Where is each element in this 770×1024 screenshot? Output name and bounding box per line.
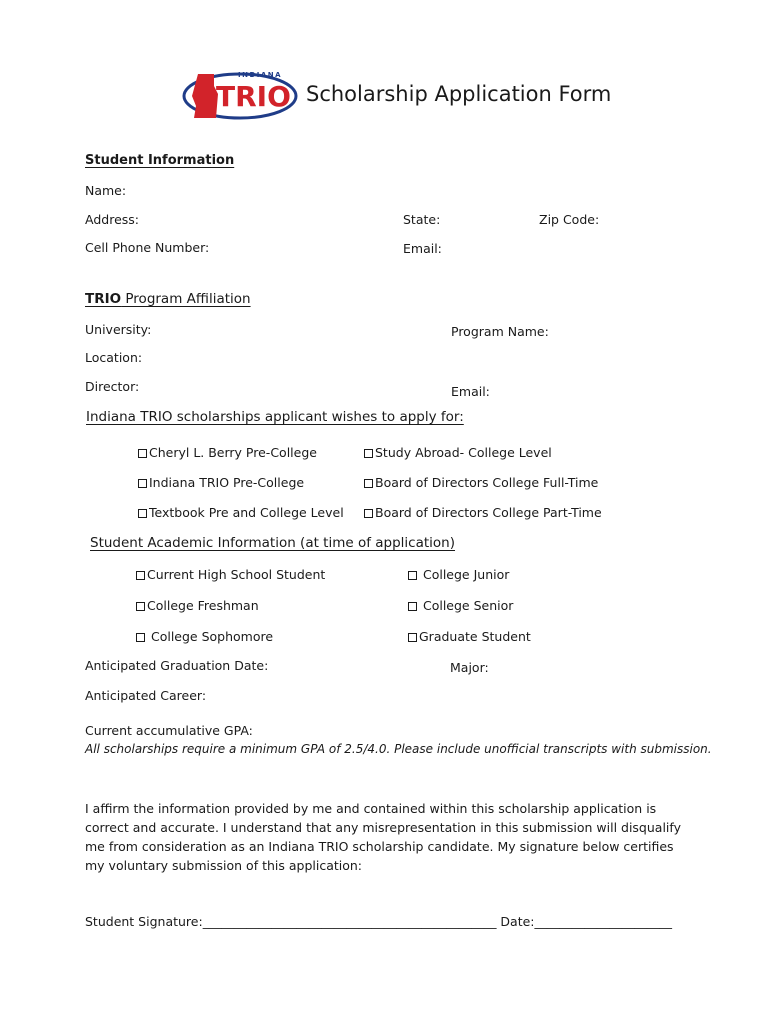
trio-affiliation-heading-rest: Program Affiliation: [121, 291, 251, 307]
checkbox-label: Board of Directors College Part-Time: [375, 505, 602, 520]
graduation-date-label[interactable]: Anticipated Graduation Date:: [85, 658, 269, 673]
student-info-heading: Student Information: [85, 153, 235, 168]
checkbox-indiana-trio-pre-college[interactable]: [138, 475, 304, 490]
career-label[interactable]: Anticipated Career:: [85, 688, 207, 703]
checkbox-label: College Freshman: [147, 598, 259, 613]
logo-main-text: TRIO: [216, 80, 291, 113]
checkbox-icon[interactable]: [408, 633, 417, 642]
checkbox-board-part-time[interactable]: [364, 505, 602, 520]
indiana-trio-logo: [180, 66, 300, 124]
checkbox-icon[interactable]: [408, 571, 417, 580]
checkbox-board-full-time[interactable]: [364, 475, 598, 490]
checkbox-icon[interactable]: [364, 509, 373, 518]
checkbox-college-junior[interactable]: [408, 567, 509, 582]
checkbox-label: Current High School Student: [147, 567, 326, 582]
trio-affiliation-heading: [85, 291, 251, 307]
checkbox-icon[interactable]: [138, 479, 147, 488]
checkbox-graduate-student[interactable]: [408, 629, 531, 644]
checkbox-icon[interactable]: [408, 602, 417, 611]
director-email-label[interactable]: Email:: [451, 384, 490, 399]
checkbox-label: Study Abroad- College Level: [375, 445, 552, 460]
gpa-label[interactable]: Current accumulative GPA:: [85, 723, 253, 738]
signature-label: Student Signature:: [85, 914, 203, 929]
date-line[interactable]: ______________________: [534, 914, 673, 929]
page-title: Scholarship Application Form: [306, 82, 612, 106]
checkbox-label: Board of Directors College Full-Time: [375, 475, 599, 490]
director-label[interactable]: Director:: [85, 379, 140, 394]
checkbox-icon[interactable]: [136, 633, 145, 642]
checkbox-icon[interactable]: [138, 509, 147, 518]
checkbox-label: College Junior: [419, 567, 510, 582]
date-label: Date:: [496, 914, 535, 929]
gpa-note: All scholarships require a minimum GPA of 2.5/4.0. Please include unofficial transcripts with submission.: [85, 742, 712, 756]
checkbox-college-freshman[interactable]: [136, 598, 259, 613]
state-label[interactable]: State:: [403, 212, 441, 227]
email-label[interactable]: Email:: [403, 241, 442, 256]
major-label[interactable]: Major:: [450, 660, 489, 675]
checkbox-label: College Sophomore: [147, 629, 274, 644]
checkbox-textbook[interactable]: [138, 505, 344, 520]
checkbox-icon[interactable]: [364, 449, 373, 458]
checkbox-label: College Senior: [419, 598, 514, 613]
logo-top-text: INDIANA: [238, 71, 283, 79]
trio-affiliation-heading-bold: TRIO: [85, 291, 122, 307]
name-label[interactable]: Name:: [85, 183, 127, 198]
checkbox-cheryl-berry[interactable]: [138, 445, 317, 460]
checkbox-icon[interactable]: [138, 449, 147, 458]
checkbox-icon[interactable]: [364, 479, 373, 488]
checkbox-label: Indiana TRIO Pre-College: [149, 475, 305, 490]
checkbox-icon[interactable]: [136, 602, 145, 611]
phone-label[interactable]: Cell Phone Number:: [85, 240, 210, 255]
signature-line[interactable]: _______________________________________________: [202, 914, 497, 929]
academic-heading: Student Academic Information (at time of application): [90, 535, 456, 551]
address-label[interactable]: Address:: [85, 212, 139, 227]
checkbox-college-sophomore[interactable]: [136, 629, 273, 644]
checkbox-label: Cheryl L. Berry Pre-College: [149, 445, 317, 460]
checkbox-label: Textbook Pre and College Level: [149, 505, 344, 520]
checkbox-college-senior[interactable]: [408, 598, 513, 613]
checkbox-high-school[interactable]: [136, 567, 325, 582]
scholarships-heading: Indiana TRIO scholarships applicant wishes to apply for:: [86, 409, 464, 425]
checkbox-study-abroad[interactable]: [364, 445, 552, 460]
program-name-label[interactable]: Program Name:: [451, 324, 549, 339]
checkbox-label: Graduate Student: [419, 629, 531, 644]
university-label[interactable]: University:: [85, 322, 152, 337]
affirmation-text: I affirm the information provided by me and contained within this scholarship application is correct and accurate. I understand that any misrepresentation in this submission will disqualify me from consideration as an Indiana TRIO scholarship candidate. My signature below certifies my voluntary submission of this application:: [85, 801, 681, 873]
signature-row: [85, 914, 672, 929]
checkbox-icon[interactable]: [136, 571, 145, 580]
zip-label[interactable]: Zip Code:: [539, 212, 600, 227]
location-label[interactable]: Location:: [85, 350, 143, 365]
